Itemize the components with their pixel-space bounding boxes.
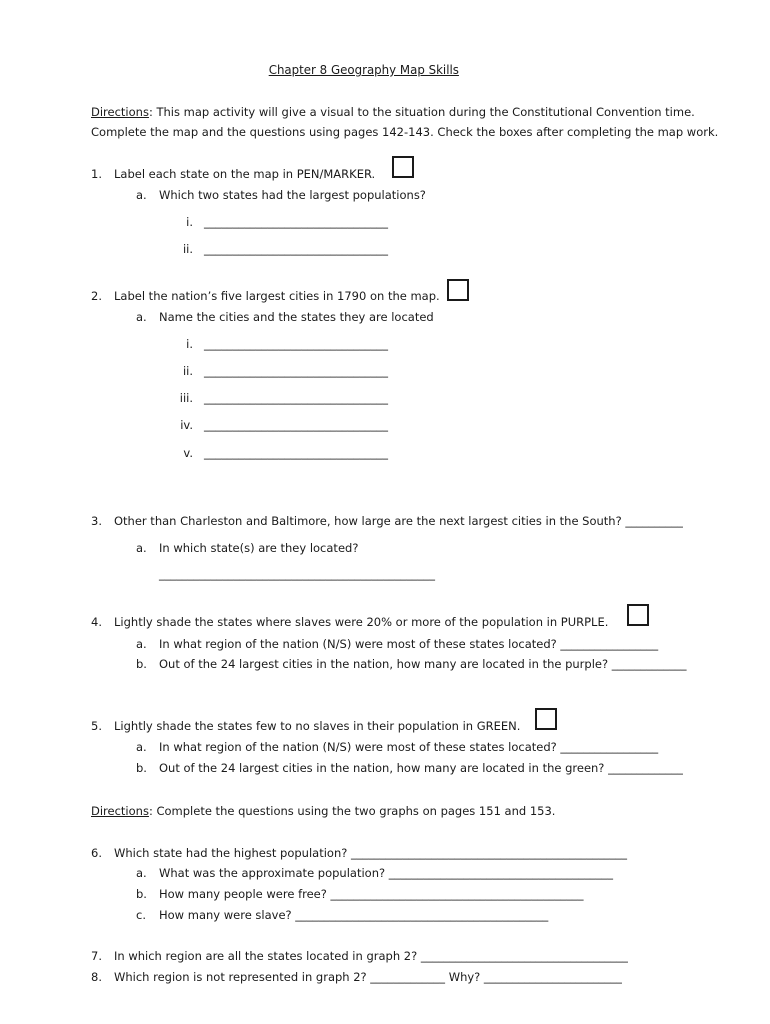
answer-blank[interactable]: ________________________________ bbox=[204, 337, 388, 351]
sub-label: a. bbox=[136, 541, 147, 555]
roman-numeral: i. bbox=[186, 215, 193, 229]
sub-label: a. bbox=[136, 866, 147, 880]
directions-text: : Complete the questions using the two graphs on pages 151 and 153. bbox=[148, 804, 556, 818]
sub-question-text: Out of the 24 largest cities in the nation, how many are located in the purple? _____________ bbox=[159, 657, 687, 671]
roman-numeral: iii. bbox=[179, 391, 193, 405]
sub-label: a. bbox=[136, 188, 147, 202]
answer-blank[interactable]: ________________________________ bbox=[204, 446, 388, 460]
question-number: 4. bbox=[91, 615, 102, 629]
question-number: 6. bbox=[91, 846, 102, 860]
question-text: In which region are all the states located in graph 2? ____________________________________ bbox=[114, 949, 628, 963]
sub-label: b. bbox=[136, 657, 147, 671]
question-number: 2. bbox=[91, 289, 102, 303]
sub-label: b. bbox=[136, 887, 147, 901]
question-text: Other than Charleston and Baltimore, how large are the next largest cities in the South? __________ bbox=[114, 514, 683, 528]
sub-label: a. bbox=[136, 310, 147, 324]
answer-blank[interactable]: ________________________________ bbox=[204, 418, 388, 432]
roman-numeral: ii. bbox=[182, 242, 193, 256]
sub-question-text: How many people were free? ____________________________________________ bbox=[159, 887, 584, 901]
sub-label: b. bbox=[136, 761, 147, 775]
roman-numeral: iv. bbox=[180, 418, 193, 432]
question-text: Label the nation’s five largest cities in 1790 on the map. bbox=[114, 289, 440, 303]
sub-label: a. bbox=[136, 637, 147, 651]
checkbox[interactable] bbox=[392, 156, 414, 178]
question-number: 5. bbox=[91, 719, 102, 733]
roman-numeral: v. bbox=[183, 446, 193, 460]
directions-label: Directions bbox=[91, 105, 149, 119]
sub-label: a. bbox=[136, 740, 147, 754]
question-text: Lightly shade the states where slaves were 20% or more of the population in PURPLE. bbox=[114, 615, 609, 629]
sub-question-text: Which two states had the largest populations? bbox=[159, 188, 426, 202]
question-number: 7. bbox=[91, 949, 102, 963]
answer-blank[interactable]: ________________________________ bbox=[204, 364, 388, 378]
sub-question-text: In which state(s) are they located? bbox=[159, 541, 359, 555]
sub-question-text: Out of the 24 largest cities in the nation, how many are located in the green? _____________ bbox=[159, 761, 683, 775]
answer-blank[interactable]: ________________________________ bbox=[204, 242, 388, 256]
directions-line-1 bbox=[91, 105, 695, 119]
roman-numeral: i. bbox=[186, 337, 193, 351]
question-text: Which region is not represented in graph 2? _____________ Why? ________________________ bbox=[114, 970, 622, 984]
question-text: Lightly shade the states few to no slaves in their population in GREEN. bbox=[114, 719, 521, 733]
question-number: 3. bbox=[91, 514, 102, 528]
question-text: Which state had the highest population? ________________________________________________ bbox=[114, 846, 627, 860]
page-title: Chapter 8 Geography Map Skills bbox=[268, 62, 459, 77]
checkbox[interactable] bbox=[535, 708, 557, 730]
question-number: 8. bbox=[91, 970, 102, 984]
sub-question-text: Name the cities and the states they are located bbox=[159, 310, 434, 324]
directions-line-2: Complete the map and the questions using pages 142-143. Check the boxes after completing the map work. bbox=[91, 125, 719, 139]
sub-question-text: What was the approximate population? _______________________________________ bbox=[159, 866, 613, 880]
answer-blank[interactable]: ________________________________ bbox=[204, 215, 388, 229]
question-text: Label each state on the map in PEN/MARKER. bbox=[114, 167, 376, 181]
sub-label: c. bbox=[136, 908, 146, 922]
sub-question-text: In what region of the nation (N/S) were most of these states located? _________________ bbox=[159, 740, 659, 754]
checkbox[interactable] bbox=[447, 279, 469, 301]
directions-line bbox=[91, 804, 555, 818]
sub-question-text: How many were slave? ____________________________________________ bbox=[159, 908, 549, 922]
directions-text: : This map activity will give a visual to the situation during the Constitutional Convention time. bbox=[148, 105, 695, 119]
sub-question-text: In what region of the nation (N/S) were most of these states located? _________________ bbox=[159, 637, 659, 651]
roman-numeral: ii. bbox=[182, 364, 193, 378]
question-number: 1. bbox=[91, 167, 102, 181]
answer-blank[interactable]: ________________________________________________ bbox=[159, 567, 435, 581]
answer-blank[interactable]: ________________________________ bbox=[204, 391, 388, 405]
directions-label: Directions bbox=[91, 804, 149, 818]
checkbox[interactable] bbox=[627, 604, 649, 626]
